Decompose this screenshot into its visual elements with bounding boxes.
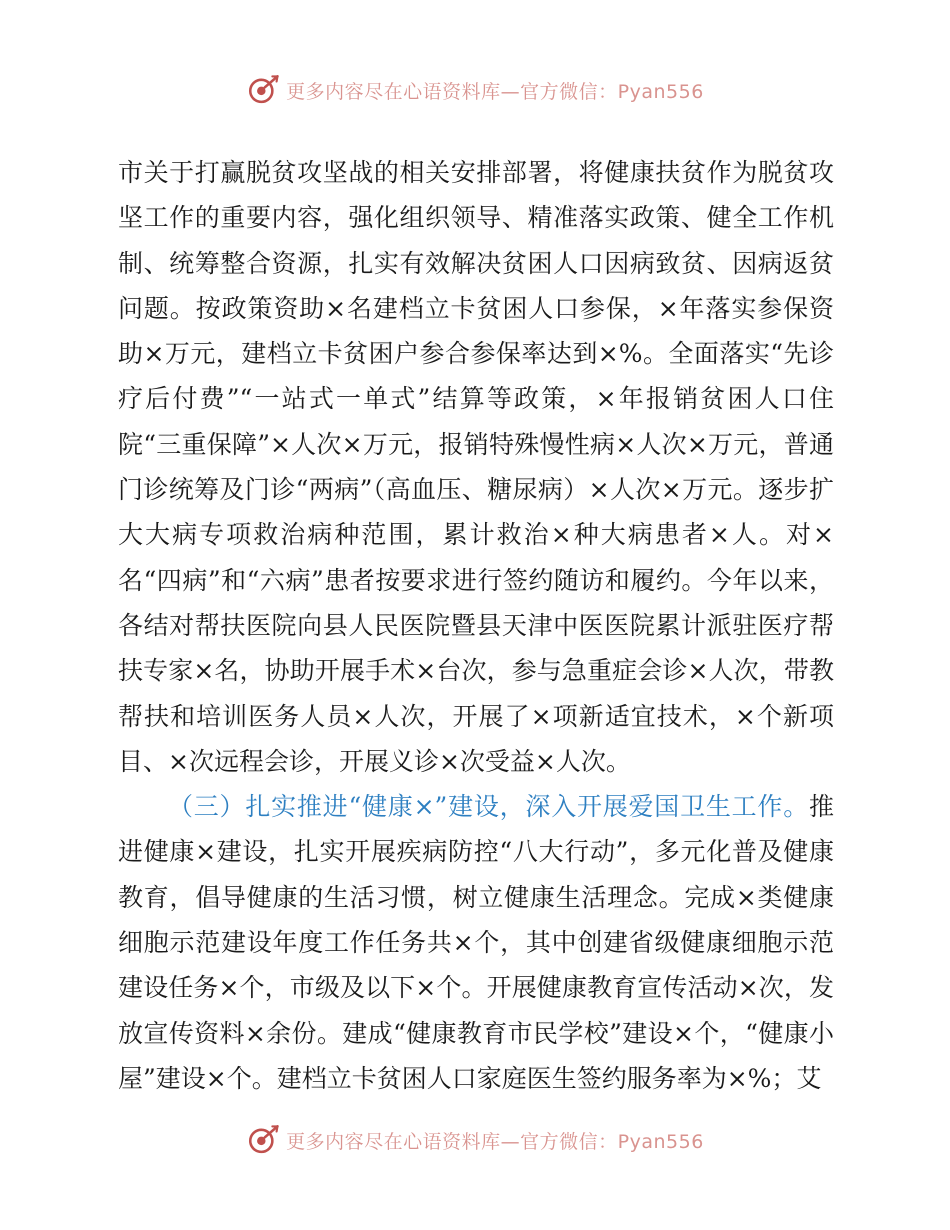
header-banner	[0, 70, 950, 110]
document-body	[118, 150, 834, 1101]
seal-logo-icon	[246, 73, 280, 107]
banner-text: 更多内容尽在心语资料库—官方微信：Pyan556	[286, 1130, 704, 1153]
footer-banner	[0, 1120, 950, 1160]
section-body-text: 推进健康×建设，扎实开展疾病防控“八大行动”，多元化普及健康教育，倡导健康的生活习惯，树立健康生活理念。完成×类健康细胞示范建设年度工作任务共×个，其中创建省级健康细胞示范建设任务×个，市级及以下×个。开展健康教育宣传活动×次，发放宣传资料×余份。建成“健康教育市民学校”建设×个，“健康小屋”建设×个。建档立卡贫困人口家庭医生签约服务率为×%；艾	[118, 792, 834, 1093]
section-paragraph	[118, 784, 834, 1101]
body-paragraph: 市关于打赢脱贫攻坚战的相关安排部署，将健康扶贫作为脱贫攻坚工作的重要内容，强化组织领导、精准落实政策、健全工作机制、统筹整合资源，扎实有效解决贫困人口因病致贫、因病返贫问题。按政策资助×名建档立卡贫困人口参保，×年落实参保资助×万元，建档立卡贫困户参合参保率达到×%。全面落实“先诊疗后付费”“一站式一单式”结算等政策，×年报销贫困人口住院“三重保障”×人次×万元，报销特殊慢性病×人次×万元，普通门诊统筹及门诊“两病”（高血压、糖尿病）×人次×万元。逐步扩大大病专项救治病种范围，累计救治×种大病患者×人。对×名“四病”和“六病”患者按要求进行签约随访和履约。今年以来，各结对帮扶医院向县人民医院暨县天津中医医院累计派驻医疗帮扶专家×名，协助开展手术×台次，参与急重症会诊×人次，带教帮扶和培训医务人员×人次，开展了×项新适宜技术，×个新项目、×次远程会诊，开展义诊×次受益×人次。	[118, 158, 834, 776]
seal-logo-icon	[246, 1123, 280, 1157]
banner-text: 更多内容尽在心语资料库—官方微信：Pyan556	[286, 80, 704, 103]
section-heading: （三）扎实推进“健康×”建设，深入开展爱国卫生工作。	[168, 792, 809, 822]
